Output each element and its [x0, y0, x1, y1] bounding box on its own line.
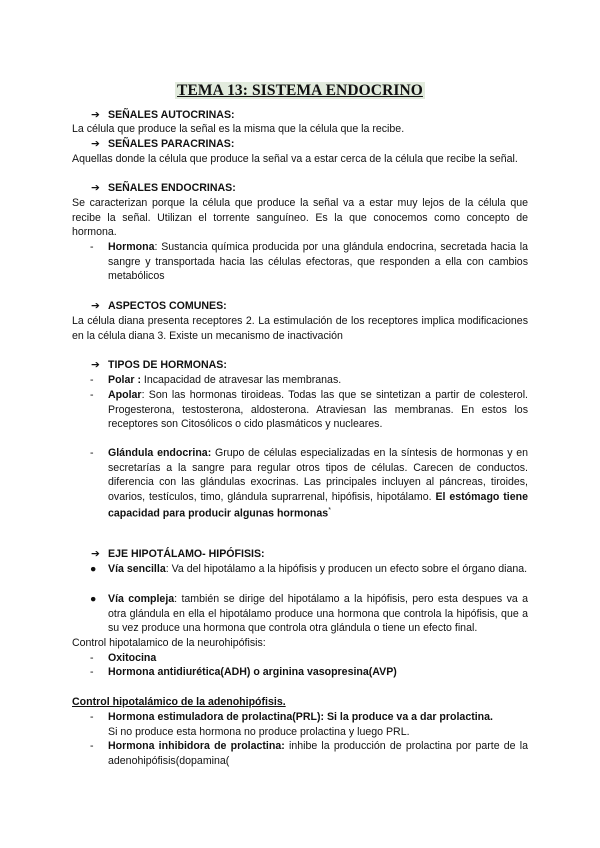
list-item-polar: - Polar : Incapacidad de atravesar las membranas. [90, 374, 342, 386]
dash-marker: - [90, 447, 94, 459]
dash-marker: - [90, 241, 94, 253]
dash-marker: - [90, 389, 94, 401]
dash-marker: - [90, 652, 94, 664]
bullet-marker: ● [90, 593, 97, 605]
heading-paracrinas: ➔ SEÑALES PARACRINAS: [91, 138, 235, 150]
arrow-icon: ➔ [91, 548, 100, 560]
heading-autocrinas: ➔ SEÑALES AUTOCRINAS: [91, 109, 235, 121]
endocrinas-text: Se caracterizan porque la célula que produce la señal va a estar muy lejos de la célula que recibe la señal. Utilizan el torrente sanguíneo. Es la que conocemos como concepto de hormona. [72, 197, 528, 239]
autocrinas-text: La célula que produce la señal es la misma que la célula que la recibe. [72, 123, 405, 135]
dash-marker: - [90, 374, 94, 386]
aspectos-text: La célula diana presenta receptores 2. La estimulación de los receptores implica modificaciones en la célula diana 3. Existe un mecanismo de inactivación [72, 315, 528, 342]
heading-eje-hipotalamo-hipofisis: ➔ EJE HIPOTÁLAMO- HIPÓFISIS: [91, 548, 265, 560]
bullet-marker: ● [90, 563, 97, 575]
heading-control-adenohipofisis: Control hipotalámico de la adenohipófisis. [72, 696, 286, 708]
arrow-icon: ➔ [91, 182, 100, 194]
arrow-icon: ➔ [91, 300, 100, 312]
heading-endocrinas: ➔ SEÑALES ENDOCRINAS: [91, 182, 236, 194]
heading-tipos-hormonas: ➔ TIPOS DE HORMONAS: [91, 359, 227, 371]
arrow-icon: ➔ [91, 109, 100, 121]
paracrinas-text: Aquellas donde la célula que produce la señal va a estar cerca de la célula que recibe la señal. [72, 153, 518, 165]
list-item-inhibidora-prolactina: - Hormona inhibidora de prolactina: inhibe la producción de prolactina por parte de la adenohipófisis(dopamina( [90, 740, 528, 767]
control-neurohipofisis-text: Control hipotalamico de la neurohipófisis: [72, 637, 266, 649]
dash-marker: - [90, 666, 94, 678]
heading-aspectos-comunes: ➔ ASPECTOS COMUNES: [91, 300, 227, 312]
list-item-prl: - Hormona estimuladora de prolactina(PRL): Si la produce va a dar prolactina. Si no produce esta hormona no produce prolactina y luego PRL. [90, 711, 493, 738]
list-item-oxitocina: - Oxitocina [90, 652, 157, 664]
list-item-via-compleja: ● Vía compleja: también se dirige del hipotálamo a la hipófisis, pero esta despues va a otra glándula en ella el hipotálamo produce una hormona que controla la hipófisis, que a su vez produce una hormona que controla otra glándula o tiene un efecto final. [90, 593, 528, 635]
arrow-icon: ➔ [91, 138, 100, 150]
list-item-glandula-endocrina: - Glándula endocrina: Grupo de células especializadas en la síntesis de hormonas y en secretarías a la sangre para regular otros tipos de células. Carecen de conductos. diferencia con las glándulas exocrinas. Las principales incluyen al páncreas, tiroides, ovarios, testículos, timo, glándula suprarrenal, hipófisis, hipotálamo. El estómago tiene capacidad para producir algunas hormonas* [90, 447, 529, 520]
arrow-icon: ➔ [91, 359, 100, 371]
dash-marker: - [90, 711, 94, 723]
list-item-via-sencilla: ● Vía sencilla: Va del hipotálamo a la hipófisis y producen un efecto sobre el órgano diana. [90, 563, 528, 575]
dash-marker: - [90, 740, 94, 752]
list-item-hormona: - Hormona: Sustancia química producida por una glándula endocrina, secretada hacia la sangre y transportada hacia las células efectoras, que responden a ella con cambios metabólicos [90, 241, 528, 283]
page-title: TEMA 13: SISTEMA ENDOCRINO [177, 82, 423, 99]
list-item-adh: - Hormona antidiurética(ADH) o arginina vasopresina(AVP) [90, 666, 397, 678]
list-item-apolar: - Apolar: Son las hormonas tiroideas. Todas las que se sintetizan a partir de colesterol. Progesterona, testosterona, aldosterona. Atraviesan las membranas. En estos los receptores son Citosólicos o cido plasmáticos y nucleares. [90, 389, 528, 431]
